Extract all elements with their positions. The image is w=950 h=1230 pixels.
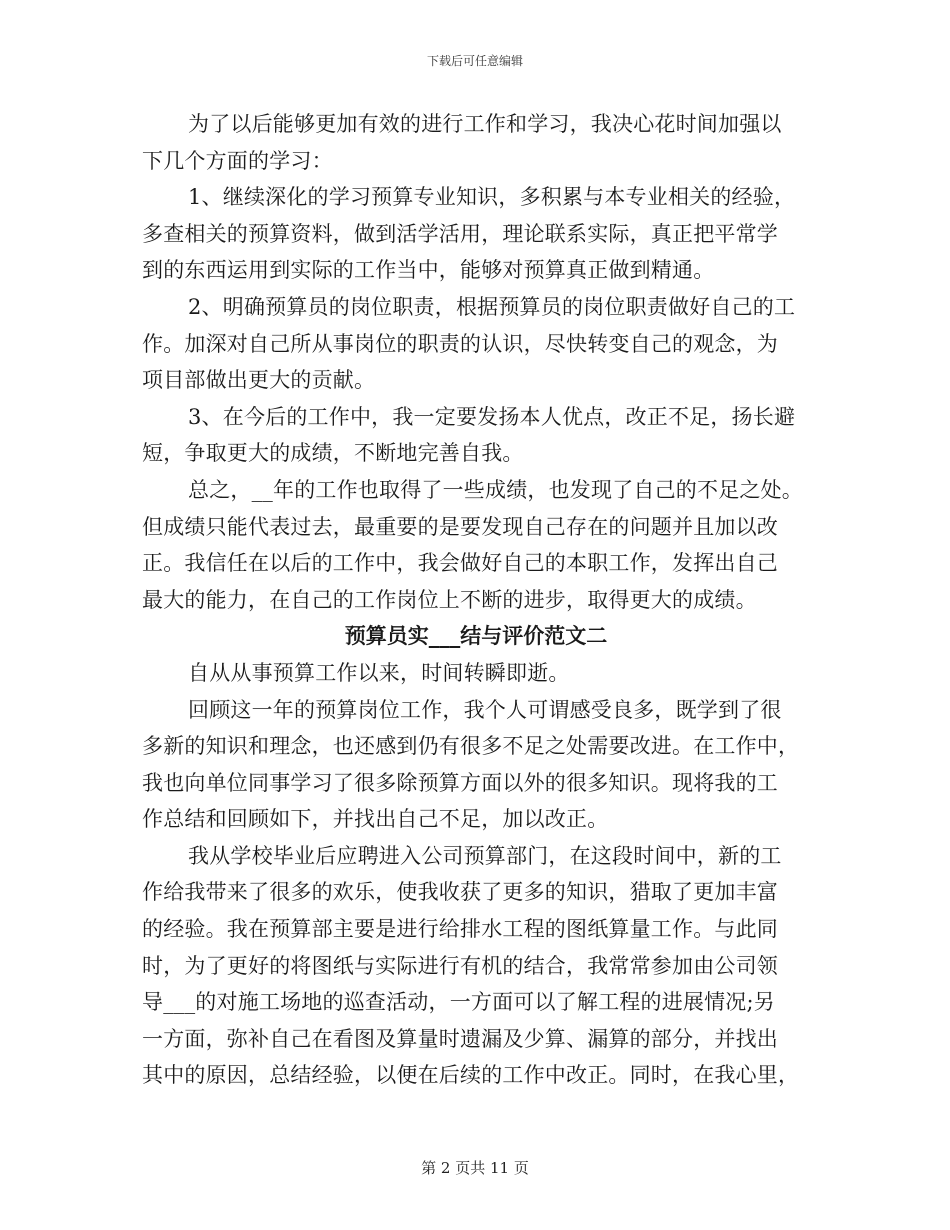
paragraph-line: 其中的原因，总结经验，以便在后续的工作中改正。同时，在我心里， <box>142 1063 800 1088</box>
paragraph-line: 但成绩只能代表过去，最重要的是要发现自己存在的问题并且加以改 <box>142 514 778 539</box>
paragraph-line: 项目部做出更大的贡献。 <box>142 368 376 393</box>
paragraph-line: 下几个方面的学习： <box>142 148 333 173</box>
paragraph-line: 2、明确预算员的岗位职责，根据预算员的岗位职责做好自己的工 <box>188 294 796 319</box>
paragraph-line: 一方面，弥补自己在看图及算量时遗漏及少算、漏算的部分，并找出 <box>142 1026 778 1051</box>
page-footer: 第 2 页共 11 页 <box>421 1159 529 1177</box>
paragraph-line: 多查相关的预算资料，做到活学活用，理论联系实际，真正把平常学 <box>142 221 778 246</box>
paragraph-line: 总之，__年的工作也取得了一些成绩，也发现了自己的不足之处。 <box>188 477 803 502</box>
paragraph-line: 的经验。我在预算部主要是进行给排水工程的图纸算量工作。与此同 <box>142 917 778 942</box>
paragraph-line: 到的东西运用到实际的工作当中，能够对预算真正做到精通。 <box>142 258 715 283</box>
paragraph-line: 短，争取更大的成绩，不断地完善自我。 <box>142 441 524 466</box>
paragraph-line: 正。我信任在以后的工作中，我会做好自己的本职工作，发挥出自己 <box>142 551 778 576</box>
page-header: 下载后可任意编辑 <box>426 54 523 68</box>
paragraph-line: 我也向单位同事学习了很多除预算方面以外的很多知识。现将我的工 <box>142 770 778 795</box>
paragraph-line: 多新的知识和理念，也还感到仍有很多不足之处需要改进。在工作中， <box>142 734 800 759</box>
paragraph-line: 最大的能力，在自己的工作岗位上不断的进步，取得更大的成绩。 <box>142 587 757 612</box>
paragraph-line: 自从从事预算工作以来，时间转瞬即逝。 <box>188 660 570 685</box>
paragraph-line: 我从学校毕业后应聘进入公司预算部门，在这段时间中，新的工 <box>188 843 782 868</box>
document-body <box>142 106 810 1094</box>
section-heading: 预算员实___结与评价范文二 <box>344 623 608 649</box>
paragraph-line: 作。加深对自己所从事岗位的职责的认识，尽快转变自己的观念，为 <box>142 331 778 356</box>
paragraph-line: 作给我带来了很多的欢乐，使我收获了更多的知识，猎取了更加丰富 <box>142 880 778 905</box>
paragraph-line: 1、继续深化的学习预算专业知识，多积累与本专业相关的经验， <box>188 185 796 210</box>
paragraph-line: 作总结和回顾如下，并找出自己不足，加以改正。 <box>142 807 609 832</box>
paragraph-line: 3、在今后的工作中，我一定要发扬本人优点，改正不足，扬长避 <box>188 404 796 429</box>
paragraph-line: 回顾这一年的预算岗位工作，我个人可谓感受良多，既学到了很 <box>188 697 782 722</box>
paragraph-line: 导___的对施工场地的巡查活动，一方面可以了解工程的进展情况;另 <box>142 990 775 1015</box>
paragraph-line: 为了以后能够更加有效的进行工作和学习，我决心花时间加强以 <box>188 112 782 136</box>
paragraph-line: 时，为了更好的将图纸与实际进行有机的结合，我常常参加由公司领 <box>142 953 778 978</box>
